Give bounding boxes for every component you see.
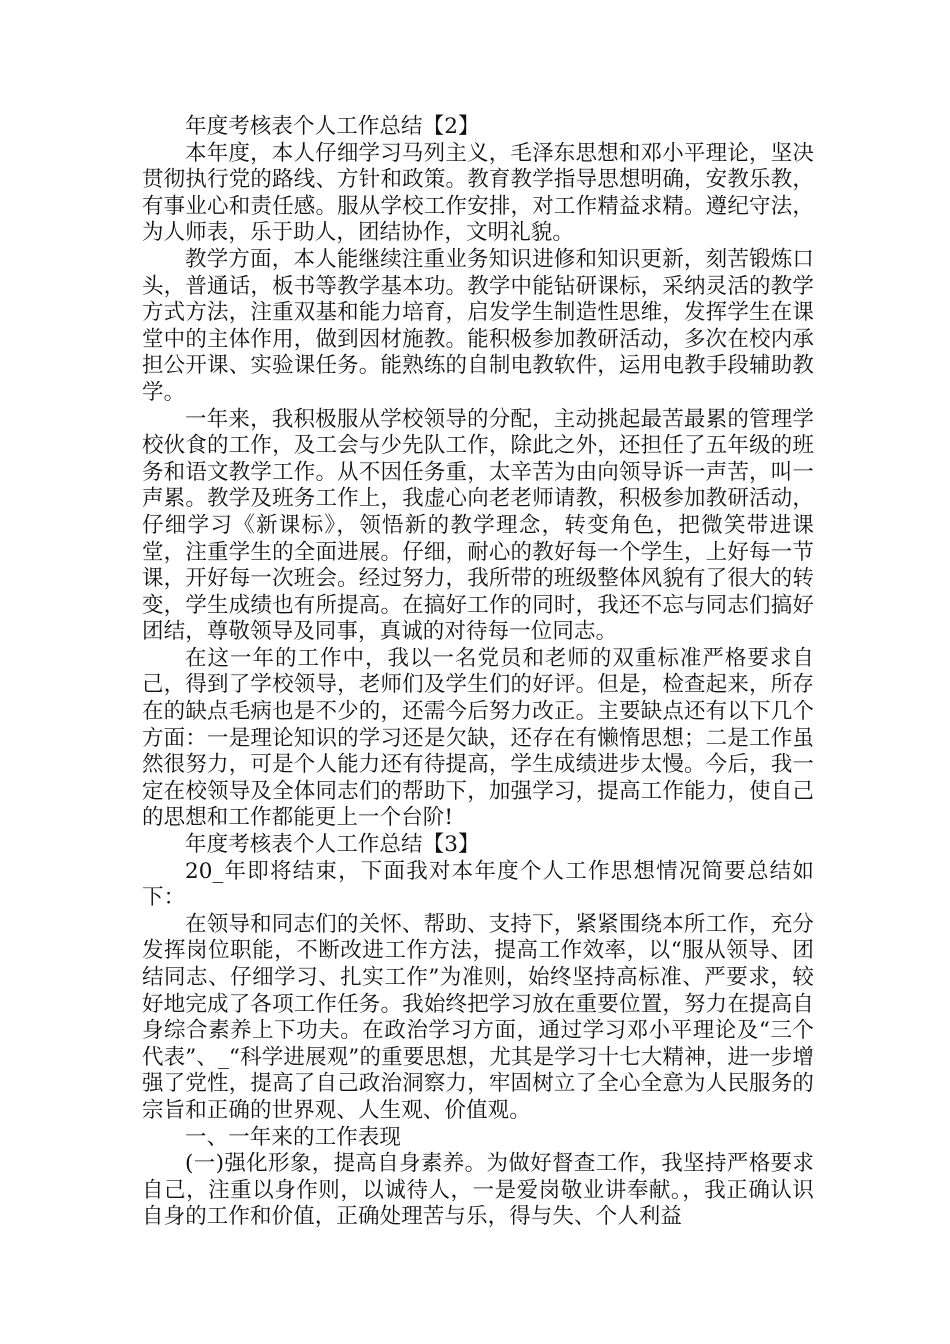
section-heading-2: 年度考核表个人工作总结【2】 xyxy=(185,114,480,139)
section-heading-3: 年度考核表个人工作总结【3】 xyxy=(185,832,480,858)
body-paragraph: 本年度，本人仔细学习马列主义，毛泽东思想和邓小平理论，坚决贯彻执行党的路线、方针和政策。教育教学指导思想明确，安教乐教，有事业心和责任感。服从学校工作安排，对工作精益求精。遵纪守法，为人师表，乐于助人，团结协作，文明礼貌。 xyxy=(142,140,814,246)
body-paragraph: 在这一年的工作中，我以一名党员和老师的双重标准严格要求自己，得到了学校领导，老师们及学生们的好评。但是，检查起来，所存在的缺点毛病也是不少的，还需今后努力改正。主要缺点还有以下几个方面：一是理论知识的学习还是欠缺，还存在有懒惰思想；二是工作虽然很努力，可是个人能力还有待提高，学生成绩进步太慢。今后，我一定在校领导及全体同志们的帮助下，加强学习，提高工作能力，使自己的思想和工作都能更上一个台阶! xyxy=(142,645,814,831)
body-paragraph: 在领导和同志们的关怀、帮助、支持下，紧紧围绕本所工作，充分发挥岗位职能，不断改进工作方法，提高工作效率，以“服从领导、团结同志、仔细学习、扎实工作”为准则，始终坚持高标准、严要求，较好地完成了各项工作任务。我始终把学习放在重要位置，努力在提高自身综合素养上下功夫。在政治学习方面，通过学习邓小平理论及“三个代表”、_“科学进展观”的重要思想，尤其是学习十七大精神，进一步增强了党性，提高了自己政治洞察力，牢固树立了全心全意为人民服务的宗旨和正确的世界观、人生观、价值观。 xyxy=(142,911,814,1123)
body-paragraph: 教学方面，本人能继续注重业务知识进修和知识更新，刻苦锻炼口头，普通话，板书等教学基本功。教学中能钻研课标，采纳灵活的教学方式方法，注重双基和能力培育，启发学生制造性思维，发挥学生在课堂中的主体作用，做到因材施教。能积极参加教研活动，多次在校内承担公开课、实验课任务。能熟练的自制电教软件，运用电教手段辅助教学。 xyxy=(142,246,814,405)
body-paragraph: 20_年即将结束，下面我对本年度个人工作思想情况简要总结如下： xyxy=(142,858,814,911)
body-paragraph: 一年来，我积极服从学校领导的分配，主动挑起最苦最累的管理学校伙食的工作，及工会与少先队工作，除此之外，还担任了五年级的班务和语文教学工作。从不因任务重，太辛苦为由向领导诉一声苦，叫一声累。教学及班务工作上，我虚心向老老师请教，积极参加教研活动，仔细学习《新课标》，领悟新的教学理念，转变角色，把微笑带进课堂，注重学生的全面进展。仔细，耐心的教好每一个学生，上好每一节课，开好每一次班会。经过努力，我所带的班级整体风貌有了很大的转变，学生成绩也有所提高。在搞好工作的同时，我还不忘与同志们搞好团结，尊敬领导及同事，真诚的对待每一位同志。 xyxy=(142,406,814,645)
subsection-heading: 一、一年来的工作表现 xyxy=(185,1124,402,1150)
document-page xyxy=(142,114,814,1231)
body-paragraph: (一)强化形象，提高自身素养。为做好督查工作，我坚持严格要求自己，注重以身作则，以诚待人，一是爱岗敬业讲奉献。，我正确认识自身的工作和价值，正确处理苦与乐，得与失、个人利益 xyxy=(142,1151,814,1230)
